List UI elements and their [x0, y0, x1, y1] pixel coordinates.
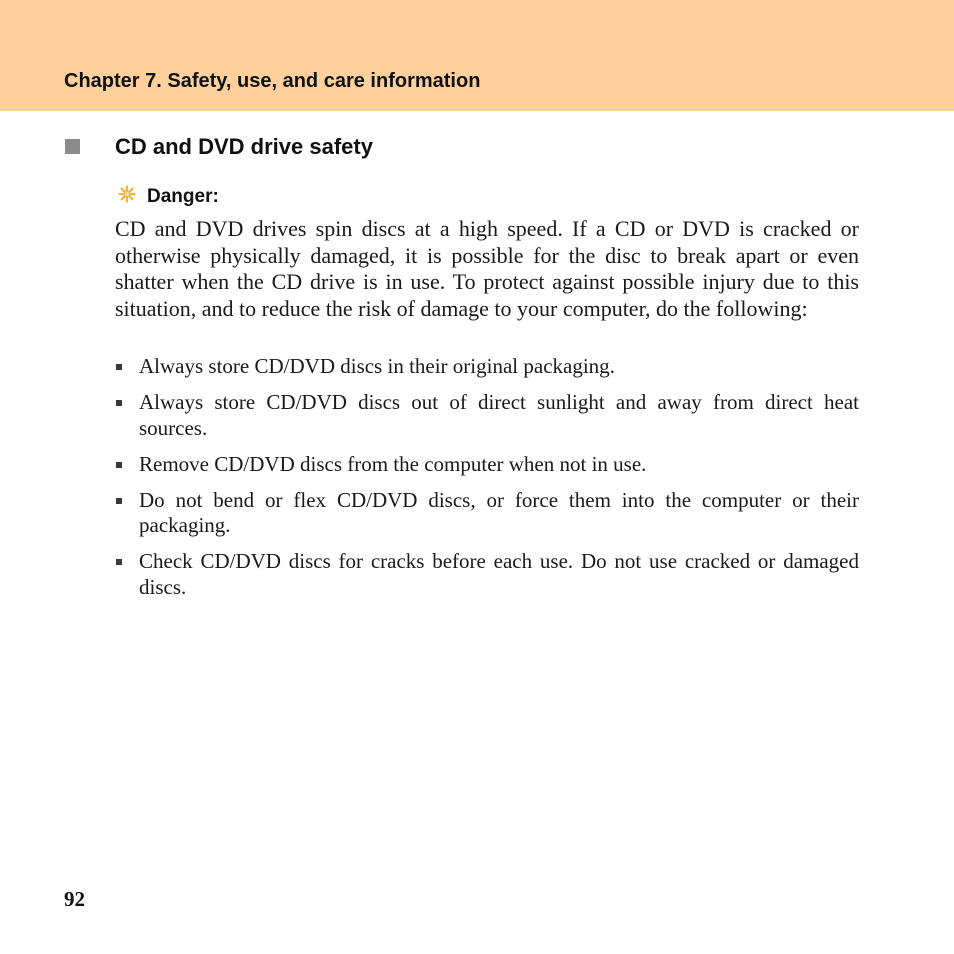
list-item: Remove CD/DVD discs from the computer when not in use.: [115, 452, 859, 478]
list-item: Check CD/DVD discs for cracks before each use. Do not use cracked or damaged discs.: [115, 549, 859, 600]
intro-paragraph: CD and DVD drives spin discs at a high speed. If a CD or DVD is cracked or otherwise physically damaged, it is possible for the disc to break apart or even shatter when the CD drive is in use. To protect against possible injury due to this situation, and to reduce the risk of damage to your computer, do the following:: [115, 216, 859, 321]
section-title: CD and DVD drive safety: [115, 134, 373, 159]
page-number: 92: [64, 887, 85, 911]
list-item: Always store CD/DVD discs out of direct sunlight and away from direct heat sources.: [115, 390, 859, 441]
header-band: [0, 0, 954, 111]
safety-bullet-list: [115, 354, 859, 611]
list-item: Always store CD/DVD discs in their original packaging.: [115, 354, 859, 380]
chapter-title: Chapter 7. Safety, use, and care information: [64, 70, 481, 92]
list-item: Do not bend or flex CD/DVD discs, or force them into the computer or their packaging.: [115, 488, 859, 539]
danger-star-icon: [118, 185, 136, 203]
danger-label: Danger:: [147, 186, 219, 207]
gray-square-bullet-icon: [65, 139, 80, 154]
